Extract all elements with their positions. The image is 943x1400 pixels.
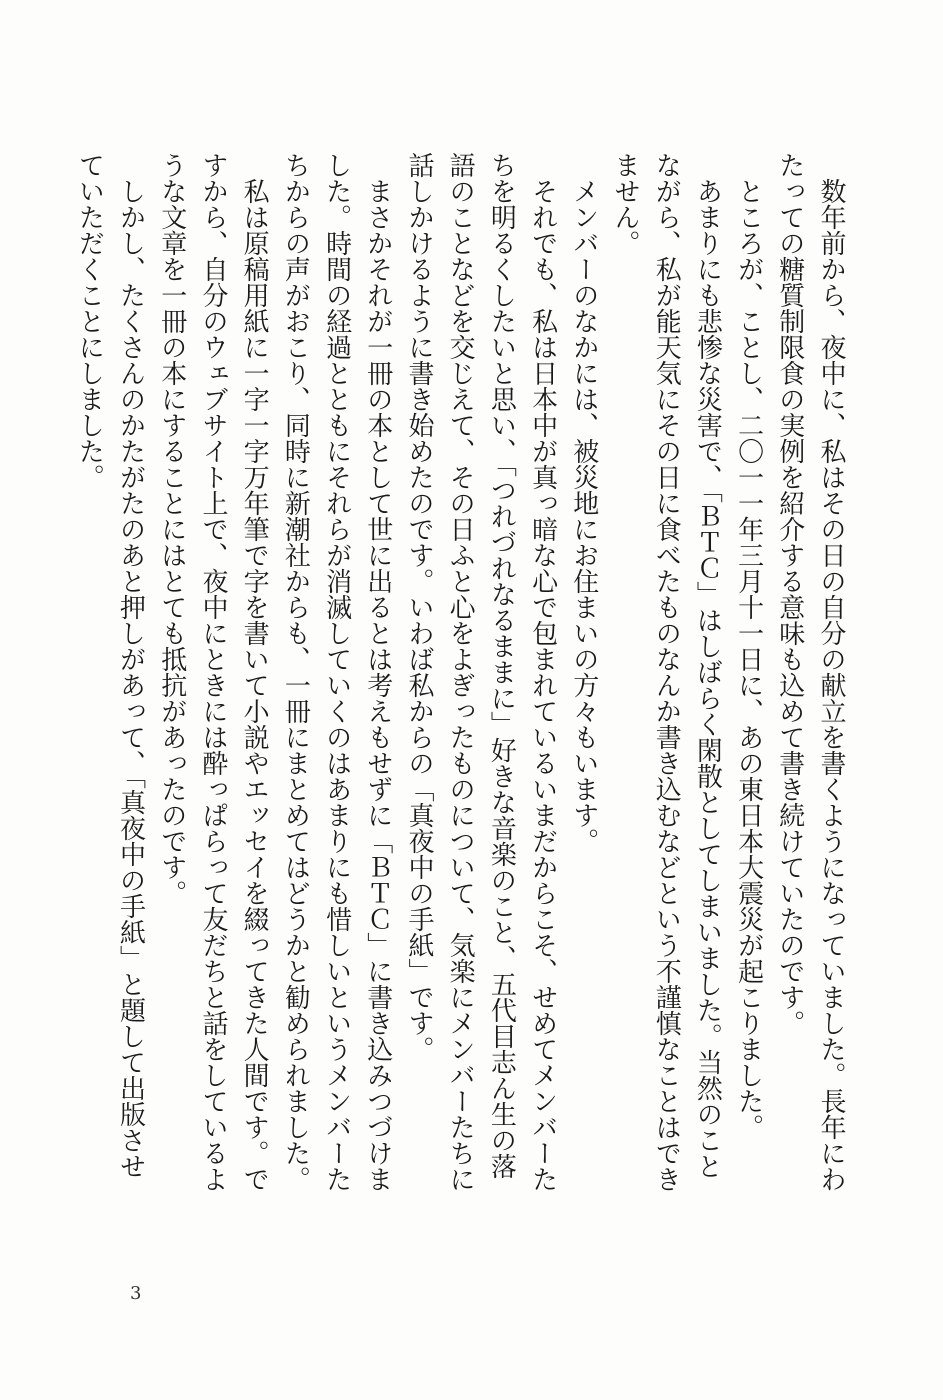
paragraph-7: 私は原稿用紙に一字一字万年筆で字を書いて小説やエッセイを綴ってきた人間です。ですから、自分のウェブサイト上で、夜中にときには酔っぱらって友だちと話をしているような文章を一冊の本にすることにはとても抵抗があったのです。 — [156, 152, 270, 1192]
vertical-text-body — [71, 152, 851, 1202]
paragraph-1: 数年前から、夜中に、私はその日の自分の献立を書くようになっていました。長年にわたっての糖質制限食の実例を紹介する意味も込めて書き続けていたのです。 — [774, 152, 846, 1192]
paragraph-3: あまりにも悲惨な災害で、「ＢＴＣ」はしばらく閑散としてしまいました。当然のことながら、私が能天気にその日に食べたものなんか書き込むなどという不謹慎なことはできません。 — [609, 152, 723, 1192]
paragraph-5: それでも、私は日本中が真っ暗な心で包まれているいまだからこそ、せめてメンバーたちを明るくしたいと思い、「つれづれなるままに」好きな音楽のこと、五代目志ん生の落語のことなどを交じえて、その日ふと心をよぎったものについて、気楽にメンバーたちに話しかけるように書き始めたのです。いわば私からの「真夜中の手紙」です。 — [403, 152, 558, 1192]
paragraph-8: しかし、たくさんのかたがたのあと押しがあって、「真夜中の手紙」と題して出版させていただくことにしました。 — [74, 152, 146, 1179]
paragraph-4: メンバーのなかには、被災地にお住まいの方々もいます。 — [568, 178, 599, 854]
page-number: 3 — [130, 1283, 142, 1304]
paragraph-2: ところが、ことし、二〇一一年三月十一日に、あの東日本大震災が起こりました。 — [733, 178, 764, 1140]
paragraph-6: まさかそれが一冊の本として世に出るとは考えもせずに「ＢＴＣ」に書き込みつづけました。時間の経過とともにそれらが消滅していくのはあまりにも惜しいというメンバーたちからの声がおこり、同時に新潮社からも、一冊にまとめてはどうかと勧められました。 — [280, 152, 393, 1192]
